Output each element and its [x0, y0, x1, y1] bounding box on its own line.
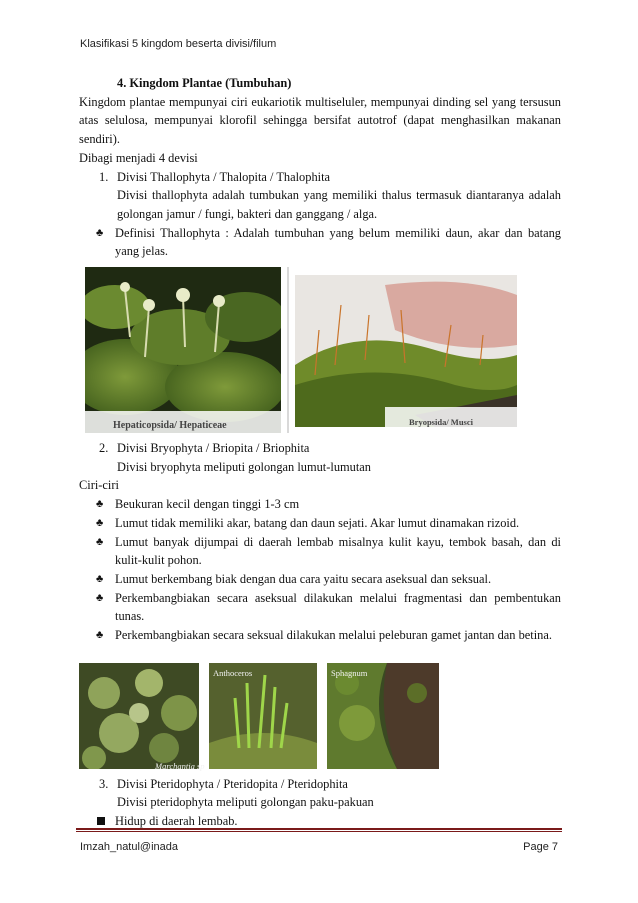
division-2-number: 2.: [99, 441, 109, 456]
division-2-title-text: Divisi Bryophyta / Briopita / Briophita: [117, 441, 310, 456]
photo-row-2: [79, 663, 561, 771]
ciri-item: [79, 626, 561, 645]
club-bullet-icon: ♣: [96, 535, 104, 548]
division-2-title: [79, 439, 561, 458]
division-2-description: Divisi bryophyta meliputi golongan lumut-lumutan: [117, 459, 371, 474]
section-title: 4. Kingdom Plantae (Tumbuhan): [117, 76, 292, 90]
ciri-item-text: Beukuran kecil dengan tinggi 1-3 cm: [115, 497, 300, 512]
photo-divider: [287, 267, 289, 433]
ciri-item: [79, 589, 561, 626]
page-number: Page 7: [523, 841, 558, 853]
division-1-number: 1.: [99, 169, 109, 184]
sphagnum-label: Sphagnum: [331, 667, 368, 678]
ciri-label: Ciri-ciri: [79, 478, 119, 493]
divided-text: Dibagi menjadi 4 devisi: [79, 150, 198, 165]
division-3-number: 3.: [99, 776, 109, 791]
anthoceros-label: Anthoceros: [213, 667, 253, 678]
hepaticopsida-caption: Hepaticopsida/ Hepaticeae: [113, 420, 227, 432]
footer-author: Imzah_natul@inada: [80, 841, 179, 853]
footer-rule: [76, 828, 562, 830]
division-3-title: [79, 775, 561, 794]
division-1-title: [79, 168, 561, 187]
photo-row-1: [79, 267, 561, 435]
ciri-item-text: Lumut berkembang biak dengan dua cara yaitu secara aseksual dan seksual.: [115, 571, 492, 586]
ciri-item-text: Lumut tidak memiliki akar, batang dan daun sejati. Akar lumut dinamakan rizoid.: [115, 515, 520, 530]
ciri-item: [79, 514, 561, 533]
division-1-description: Divisi thallophyta adalah tumbukan yang memiliki thalus termasuk diantaranya adalah golongan jamur / fungi, bakteri dan ganggang / alga.: [117, 188, 561, 221]
club-bullet-icon: ♣: [96, 591, 104, 604]
page-content: [79, 74, 561, 831]
bryopsida-caption: Bryopsida/ Musci: [409, 417, 473, 428]
ciri-item: [79, 495, 561, 514]
division-1-definition: [79, 224, 561, 261]
division-1-title-text: Divisi Thallophyta / Thalopita / Thalophita: [117, 169, 331, 184]
bryopsida-photo: [295, 275, 517, 427]
ciri-item: [79, 570, 561, 589]
page-header: Klasifikasi 5 kingdom beserta divisi/filum: [80, 38, 277, 50]
division-3-bullet-text: Hidup di daerah lembab.: [115, 814, 238, 829]
ciri-item-text: Perkembangbiakan secara aseksual dilakukan melalui fragmentasi dan pembentukan tunas.: [115, 590, 561, 624]
club-bullet-icon: ♣: [96, 226, 104, 239]
club-bullet-icon: ♣: [96, 629, 104, 642]
club-bullet-icon: ♣: [96, 516, 104, 529]
ciri-item-text: Perkembangbiakan secara seksual dilakukan melalui peleburan gamet jantan dan betina.: [115, 628, 552, 643]
hepaticopsida-photo: [85, 267, 281, 433]
division-3-title-text: Divisi Pteridophyta / Pteridopita / Pteridophita: [117, 776, 348, 791]
marchantia-photo: [79, 663, 199, 769]
definition-text: Definisi Thallophyta : Adalah tumbuhan yang belum memiliki daun, akar dan batang yang jelas.: [115, 225, 561, 259]
intro-paragraph: Kingdom plantae mempunyai ciri eukariotik multiseluler, mempunyai dinding sel yang tersusun atas selulosa, mempunyai klorofil sehingga bersifat autotrof (dapat menghasilkan makanan sendiri).: [79, 94, 561, 147]
footer-rule-thin: [76, 831, 562, 832]
division-3-description: Divisi pteridophyta meliputi golongan paku-pakuan: [117, 795, 374, 810]
square-bullet-icon: [97, 817, 105, 825]
marchantia-label: Marchantia sp: [155, 760, 205, 771]
ciri-item: [79, 533, 561, 570]
ciri-item-text: Lumut banyak dijumpai di daerah lembab misalnya kulit kayu, tembok basah, dan di kulit-kulit pohon.: [115, 534, 561, 568]
club-bullet-icon: ♣: [96, 498, 104, 511]
club-bullet-icon: ♣: [96, 572, 104, 585]
